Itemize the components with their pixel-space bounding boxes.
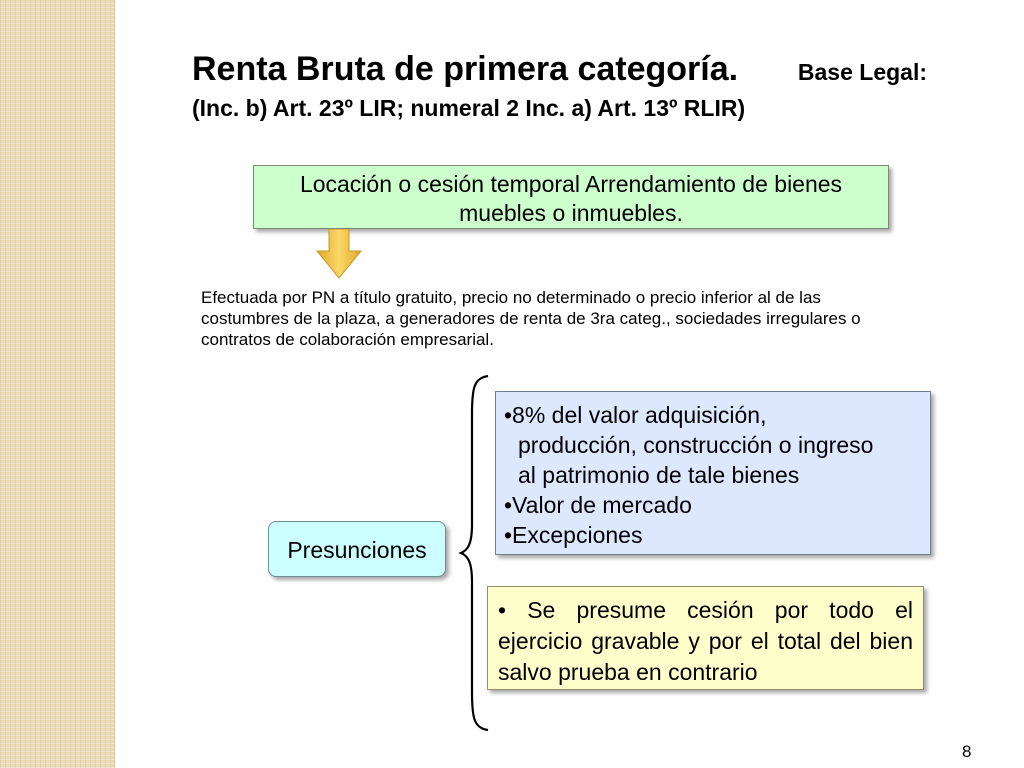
slide-title — [192, 48, 927, 123]
valor-item-1-line3: al patrimonio de tale bienes — [518, 462, 800, 488]
locacion-line1: Locación o cesión temporal Arrendamiento de bienes — [299, 171, 843, 197]
locacion-box — [253, 165, 889, 229]
title-main: Renta Bruta de primera categoría. — [192, 50, 739, 88]
valor-item-3: •Excepciones — [504, 522, 643, 548]
title-legal-reference: (Inc. b) Art. 23º LIR; numeral 2 Inc. a) Art. 13º RLIR) — [192, 95, 746, 121]
title-base-legal: Base Legal: — [797, 59, 927, 85]
locacion-line2: muebles o inmuebles. — [459, 200, 683, 226]
decorative-sidebar — [0, 0, 115, 768]
valor-item-2: •Valor de mercado — [504, 492, 692, 518]
down-arrow-icon — [316, 229, 362, 279]
description-text: Efectuada por PN a título gratuito, precio no determinado o precio inferior al de las costumbres de la plaza, a generadores de renta de 3ra categ., sociedades irregulares o contratos de colaboración empresarial. — [201, 288, 861, 349]
valor-item-1-line2: producción, construcción o ingreso — [518, 432, 874, 458]
presume-box: • Se presume cesión por todo el ejercicio gravable y por el total del bien salvo prueba en contrario — [487, 586, 924, 690]
page-number: 8 — [962, 742, 972, 761]
valor-box — [495, 391, 931, 555]
valor-item-1-line1: •8% del valor adquisición, — [504, 402, 767, 428]
presunciones-box: Presunciones — [268, 521, 446, 577]
